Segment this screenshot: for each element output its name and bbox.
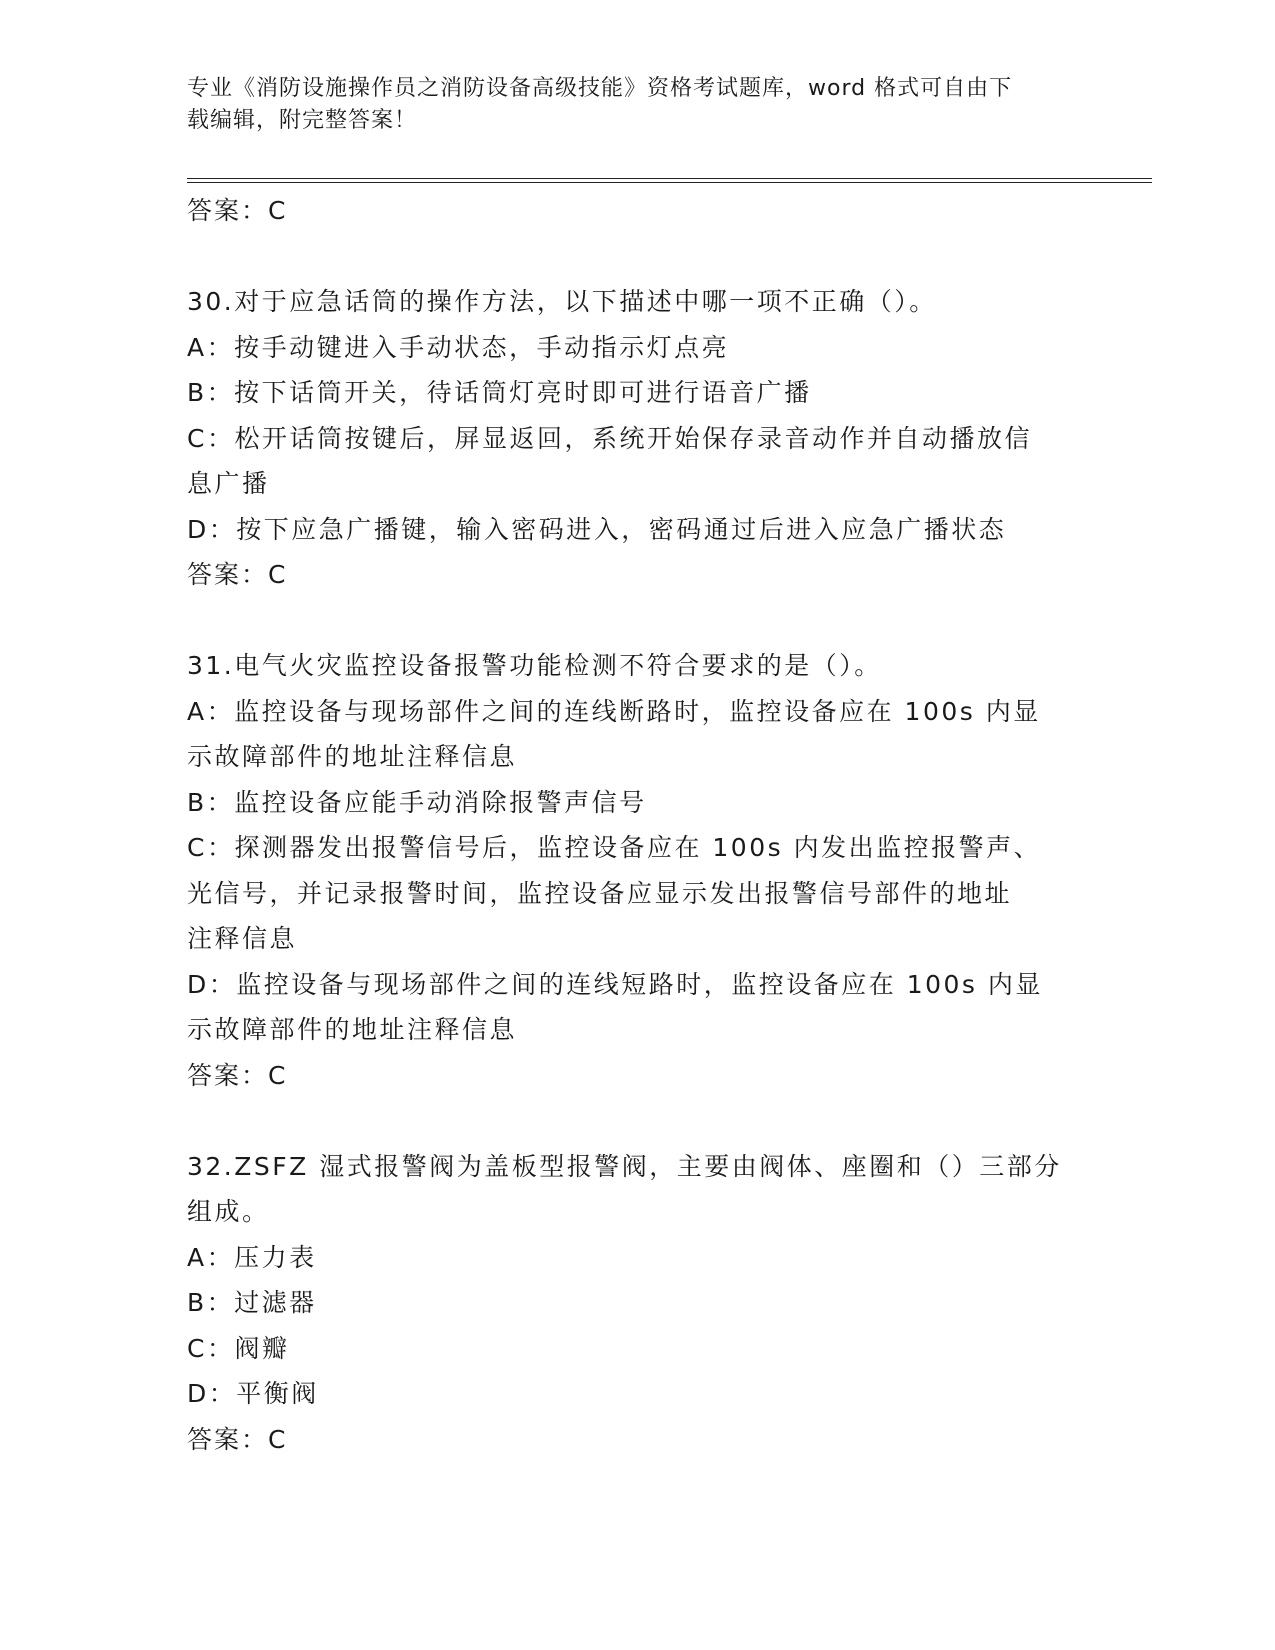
top-answer: 答案：C [187, 196, 288, 225]
option-d-continued: 示故障部件的地址注释信息 [187, 1015, 518, 1044]
spacer [187, 234, 1087, 280]
question-stem-continued: 组成。 [187, 1197, 270, 1226]
answer: 答案：C [187, 1424, 288, 1454]
spacer [187, 1098, 1087, 1144]
option-a: A：压力表 [187, 1242, 317, 1272]
question-stem: 31.电气火灾监控设备报警功能检测不符合要求的是（）。 [187, 651, 882, 680]
option-a: A：按手动键进入手动状态，手动指示灯点亮 [187, 332, 730, 362]
option-a-continued: 示故障部件的地址注释信息 [187, 742, 518, 771]
option-c-continued-2: 注释信息 [187, 924, 298, 953]
option-b: B：按下话筒开关，待话筒灯亮时即可进行语音广播 [187, 378, 812, 407]
option-d: D：按下应急广播键，输入密码进入，密码通过后进入应急广播状态 [187, 514, 1007, 544]
header-line-1: 专业《消防设施操作员之消防设备高级技能》资格考试题库，word 格式可自由下 [187, 76, 1013, 101]
page-header [187, 73, 1067, 137]
answer: 答案：C [187, 1060, 288, 1090]
question-content [187, 188, 1087, 1462]
spacer [187, 598, 1087, 644]
question-30 [187, 279, 1087, 598]
option-c-continued: 光信号，并记录报警时间，监控设备应显示发出报警信号部件的地址 [187, 878, 1013, 908]
question-32 [187, 1144, 1087, 1463]
option-c: C：探测器发出报警信号后，监控设备应在 100s 内发出监控报警声、 [187, 833, 1042, 862]
option-d: D：监控设备与现场部件之间的连线短路时，监控设备应在 100s 内显 [187, 969, 1043, 999]
option-a: A：监控设备与现场部件之间的连线断路时，监控设备应在 100s 内显 [187, 696, 1041, 726]
option-d: D：平衡阀 [187, 1379, 319, 1408]
answer: 答案：C [187, 560, 288, 589]
question-stem: 30.对于应急话筒的操作方法，以下描述中哪一项不正确（）。 [187, 287, 937, 316]
question-31 [187, 643, 1087, 1098]
header-divider [187, 178, 1152, 183]
option-c: C：松开话筒按键后，屏显返回，系统开始保存录音动作并自动播放信 [187, 423, 1032, 453]
option-b: B：过滤器 [187, 1288, 317, 1317]
option-c: C：阀瓣 [187, 1333, 290, 1363]
option-b: B：监控设备应能手动消除报警声信号 [187, 787, 647, 817]
header-line-2: 载编辑，附完整答案！ [187, 108, 418, 133]
option-c-continued: 息广播 [187, 469, 270, 498]
question-stem: 32.ZSFZ 湿式报警阀为盖板型报警阀，主要由阀体、座圈和（）三部分 [187, 1151, 1062, 1181]
